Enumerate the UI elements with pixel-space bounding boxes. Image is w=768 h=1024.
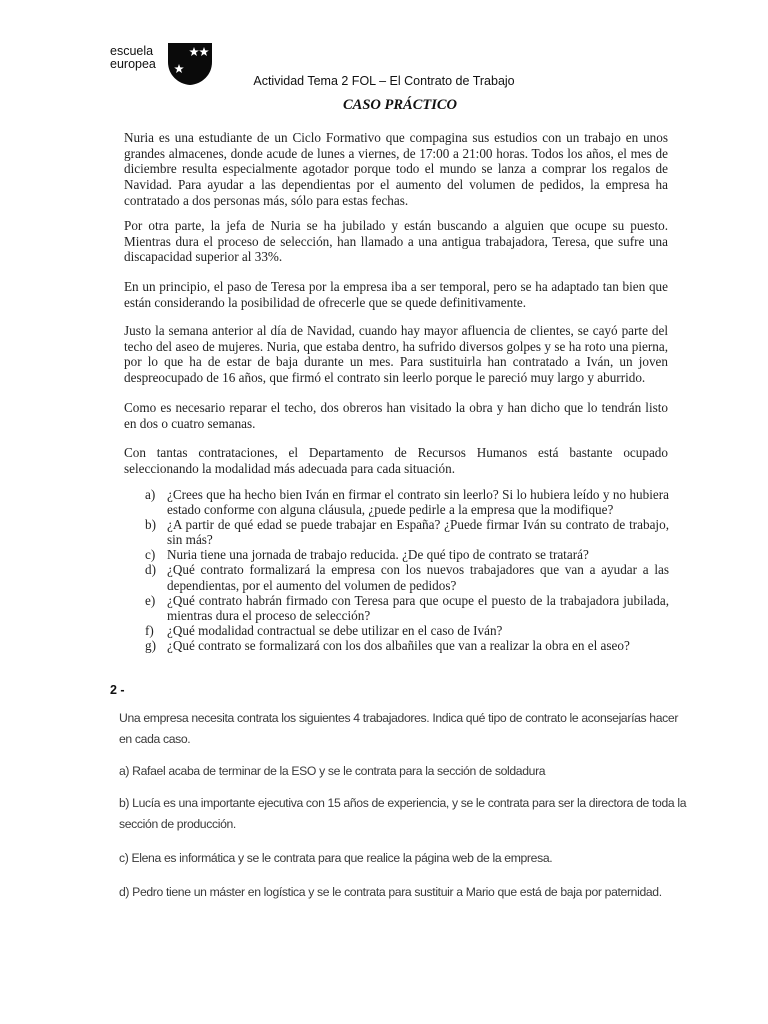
logo-wordmark — [110, 45, 156, 71]
case-paragraph: Con tantas contrataciones, el Departamento de Recursos Humanos está bastante ocupado seleccionando la modalidad más adecuada para cada situación. — [124, 445, 668, 476]
question-letter: d) — [145, 562, 156, 578]
question-text: ¿A partir de qué edad se puede trabajar en España? ¿Puede firmar Iván su contrato de trabajo, sin más? — [167, 517, 669, 548]
activity-title: Actividad Tema 2 FOL – El Contrato de Trabajo — [253, 74, 515, 88]
question-item — [145, 562, 669, 592]
question-text: ¿Qué contrato se formalizará con los dos albañiles que van a realizar la obra en el aseo? — [167, 637, 630, 653]
question-item — [145, 623, 669, 638]
question-text: ¿Qué contrato habrán firmado con Teresa para que ocupe el puesto de la trabajadora jubilada, mientras dura el proceso de selección? — [167, 592, 669, 623]
question-item — [145, 638, 669, 653]
section-item: a) Rafael acaba de terminar de la ESO y se le contrata para la sección de soldadura — [119, 764, 546, 778]
question-text: ¿Crees que ha hecho bien Iván en firmar el contrato sin leerlo? Si lo hubiera leído y no hubiera estado conforme con alguna cláusula, ¿puede pedirle a la empresa que la modifique? — [167, 487, 669, 518]
section-item: c) Elena es informática y se le contrata para que realice la página web de la empresa. — [119, 851, 553, 865]
question-text: ¿Qué contrato formalizará la empresa con los nuevos trabajadores que van a ayudar a las dependientas, por el aumento del volumen de pedidos? — [167, 562, 669, 593]
question-letter: g) — [145, 637, 156, 653]
case-paragraph: En un principio, el paso de Teresa por la empresa iba a ser temporal, pero se ha adaptado tan bien que están considerando la posibilidad de ofrecerle que se quede definitivamente. — [124, 279, 668, 310]
logo-line-1: escuela — [110, 44, 154, 58]
question-list — [145, 487, 669, 653]
question-letter: a) — [145, 487, 156, 502]
case-title: CASO PRÁCTICO — [342, 97, 458, 113]
question-item — [145, 547, 669, 562]
case-paragraph: Nuria es una estudiante de un Ciclo Formativo que compagina sus estudios con un trabajo en unos grandes almacenes, donde acude de lunes a viernes, de 17:00 a 21:00 horas. Todos los años, el mes de diciembre resulta especialmente agotador porque todo el mundo se lanza a comprar los regalos de Navidad. Para ayudar a las dependientas por el aumento del volumen de pedidos, la empresa ha contratado a dos personas más, sólo para estas fechas. — [124, 130, 668, 208]
section-item: d) Pedro tiene un máster en logística y se le contrata para sustituir a Mario que está de baja por paternidad. — [119, 885, 662, 899]
question-letter: c) — [145, 547, 156, 563]
section-number: 2 - — [110, 683, 125, 697]
question-letter: f) — [145, 622, 154, 638]
question-text: ¿Qué modalidad contractual se debe utilizar en el caso de Iván? — [167, 622, 503, 638]
case-paragraph: Como es necesario reparar el techo, dos obreros han visitado la obra y han dicho que lo tendrán listo en dos o cuatro semanas. — [124, 400, 668, 431]
question-text: Nuria tiene una jornada de trabajo reducida. ¿De qué tipo de contrato se tratará? — [167, 547, 589, 563]
section-item: b) Lucía es una importante ejecutiva con 15 años de experiencia, y se le contrata para ser la directora de toda la sección de producción. — [119, 796, 687, 831]
case-paragraph: Por otra parte, la jefa de Nuria se ha jubilado y están buscando a alguien que ocupe su puesto. Mientras dura el proceso de selección, han llamado a una antigua trabajadora, Teresa, que sufre una discapacidad superior al 33%. — [124, 218, 668, 265]
section-intro: Una empresa necesita contrata los siguientes 4 trabajadores. Indica qué tipo de contrato le aconsejarías hacer en cada caso. — [119, 711, 679, 746]
question-item — [145, 517, 669, 547]
question-item — [145, 593, 669, 623]
logo-line-2: europea — [110, 57, 156, 71]
question-letter: b) — [145, 517, 156, 533]
question-item — [145, 487, 669, 517]
school-logo — [110, 42, 156, 71]
question-letter: e) — [145, 592, 156, 608]
case-paragraph: Justo la semana anterior al día de Navidad, cuando hay mayor afluencia de clientes, se cayó parte del techo del aseo de mujeres. Nuria, que estaba dentro, ha sufrido diversos golpes y se ha roto una pierna, por lo que ha de estar de baja durante un mes. Para sustituirla han contratado a Iván, un joven despreocupado de 16 años, que firmó el contrato sin leerlo porque le pareció muy largo y aburrido. — [124, 323, 668, 386]
